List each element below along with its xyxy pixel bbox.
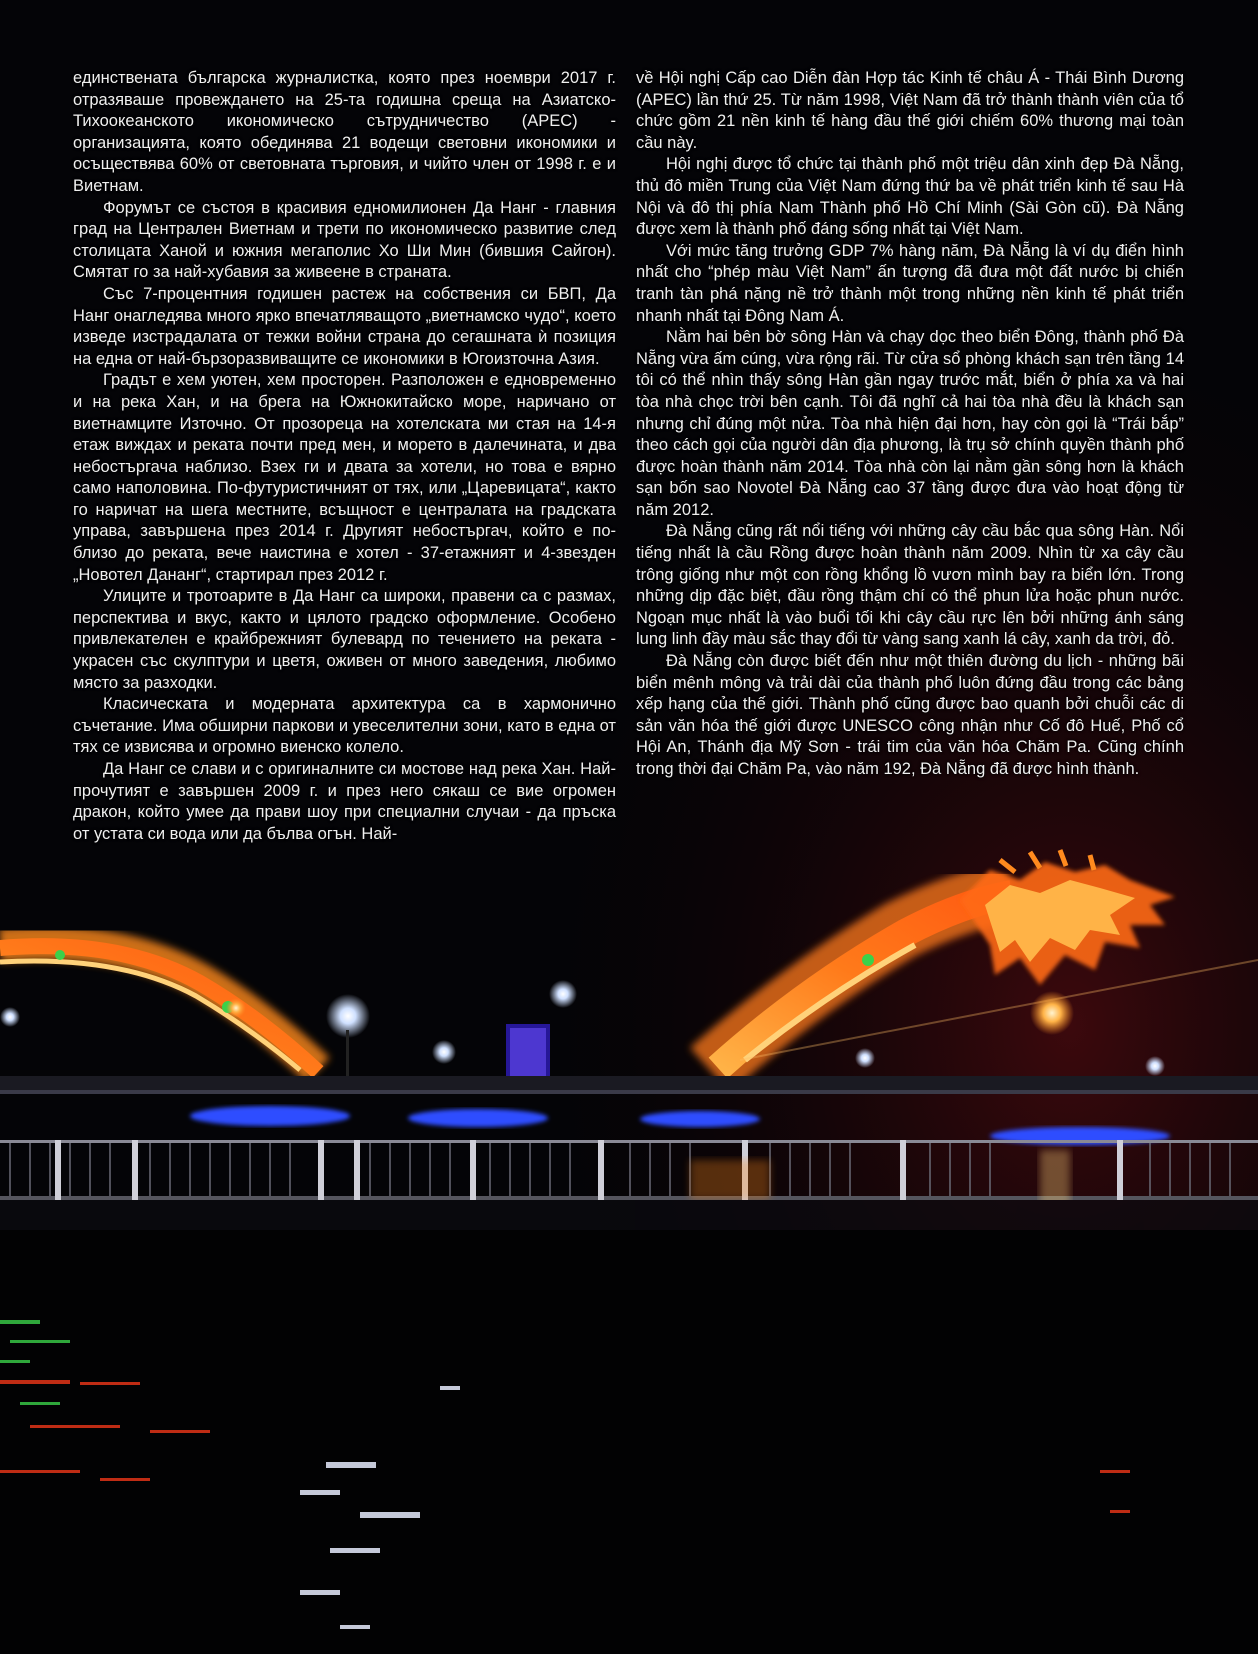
- river-water: [0, 1230, 1258, 1654]
- paragraph: Форумът се състоя в красивия едномилионен Да Нанг - главния град на Централен Виетнам и трети по икономическо развитие след столицата Ханой и южния мегаполис Хо Ши Мин (бившия Сайгон). Смятат го за най-хубавия за живеене в страната.: [73, 198, 616, 282]
- paragraph: Với mức tăng trưởng GDP 7% hàng năm, Đà Nẵng là ví dụ điển hình nhất cho “phép màu Việt Nam” ấn tượng đã đưa một đất nước bị chiến tranh tàn phá nặng nề trở thành một trong những nền kinh tế phát triển nhanh nhất tại Đông Nam Á.: [636, 241, 1184, 325]
- paragraph: Улиците и тротоарите в Да Нанг са широки, правени са с размах, перспектива и вкус, както и цялото градско оформление. Особено привлекателен е крайбрежният булевард по течението на реката - украсен със скулптури и цветя, оживен от много заведения, любимо място за разходки.: [73, 587, 616, 692]
- paragraph: Đà Nẵng còn được biết đến như một thiên đường du lịch - những bãi biển mênh mông và trải dài của thành phố luôn đứng đầu trong các bảng xếp hạng của thế giới. Thành phố cũng được bao quanh bởi chuỗi các di sản văn hóa thế giới được UNESCO công nhận như Cố đô Huế, Phố cổ Hội An, Thánh địa Mỹ Sơn - trái tim của văn hóa Chăm Pa. Cũng chính trong thời đại Chăm Pa, vào năm 192, Đà Nẵng đã được hình thành.: [636, 652, 1184, 778]
- paragraph: Класическата и модерната архитектура са в хармонично съчетание. Има обширни паркови и увеселителни зони, като в една от тях се извисява и огромно виенско колело.: [73, 695, 616, 757]
- paragraph: về Hội nghị Cấp cao Diễn đàn Hợp tác Kinh tế châu Á - Thái Bình Dương (APEC) lần thứ 25. Từ năm 1998, Việt Nam đã trở thành thành viên của tổ chức gồm 21 nền kinh tế hàng đầu thế giới chiếm 60% thương mại toàn cầu này.: [636, 69, 1184, 152]
- bridge-deck: [0, 1076, 1258, 1092]
- article-column-bulgarian: [73, 68, 616, 845]
- paragraph: Đà Nẵng cũng rất nổi tiếng với những cây cầu bắc qua sông Hàn. Nổi tiếng nhất là cầu Rồng được hoàn thành năm 2009. Nhìn từ xa cây cầu trông giống như một con rồng khổng lồ vươn mình bay ra biển lớn. Trong những dịp đặc biệt, đầu rồng thậm chí có thể phun lửa hoặc phun nước. Ngoạn mục nhất là vào buổi tối khi cây cầu rực lên bởi những ánh sáng lung linh đầy màu sắc thay đổi từ vàng sang xanh lá cây, xanh da trời, đỏ.: [636, 522, 1184, 649]
- lit-building: [506, 1024, 550, 1082]
- paragraph: Nằm hai bên bờ sông Hàn và chạy dọc theo biển Đông, thành phố Đà Nẵng vừa ấm cúng, vừa rộng rãi. Từ cửa sổ phòng khách sạn trên tầng 14 tôi có thể nhìn thấy sông Hàn gần ngay trước mắt, biển ở phía xa và hai tòa nhà chọc trời bên cạnh. Tôi đã nghĩ cả hai tòa nhà đều là khách sạn nhưng chỉ đúng một nửa. Tòa nhà hiện đại hơn, hay còn gọi là “Trái bắp” theo cách gọi của người dân địa phương, là trụ sở chính quyền thành phố được hoàn thành năm 2014. Tòa nhà còn lại nằm gần sông hơn là khách sạn bốn sao Novotel Đà Nẵng cao 37 tầng được đưa vào hoạt động từ năm 2012.: [636, 328, 1184, 519]
- paragraph: Градът е хем уютен, хем просторен. Разположен е едновременно и на река Хан, и на брега на Южнокитайско море, наричано от виетнамците Източно. От прозореца на хотелската ми стая на 14-я етаж виждах и реката почти пред мен, и морето в далечината, и два небостъргача наблизо. Взех ги и двата за хотели, но това е вярно само наполовина. По-футуристичният от тях, или „Царевицата“, както го наричат на шега местните, всъщност е централата на градската управа, завършена през 2014 г. Другият небостъргач, който е по-близо до реката, вече наистина е хотел - 37-етажният и 4-звезден „Новотел Дананг“, стартирал през 2012 г.: [73, 371, 616, 584]
- paragraph: единствената българска журналистка, която през ноември 2017 г. отразяваше провеждането на 25-та годишна среща на Азиатско-Тихоокеанското икономическо сътрудничество (АРЕС) - организацията, която обединява 21 водещи световни икономики и осъществява 60% от световната търговия, и чийто член от 1998 г. е и Виетнам.: [73, 69, 616, 195]
- article-column-vietnamese: [636, 68, 1184, 781]
- paragraph: Да Нанг се слави и с оригиналните си мостове над река Хан. Най-прочутият е завършен 2009 г. и през него сякаш се вие огромен дракон, който умее да прави шоу при специални случаи - да пръска от устата си вода или да бълва огън. Най-: [73, 760, 616, 843]
- paragraph: Със 7-процентния годишен растеж на собствения си БВП, Да Нанг онагледява много ярко впечатляващото „виетнамско чудо“, което изведе изстрадалата от тежки войни страна до сегашната ѝ позиция на една от най-бързоразвиващите се икономики в Югоизточна Азия.: [73, 284, 616, 368]
- paragraph: Hội nghị được tổ chức tại thành phố một triệu dân xinh đẹp Đà Nẵng, thủ đô miền Trung của Việt Nam đứng thứ ba về phát triển kinh tế sau Hà Nội và đô thị phía Nam Thành phố Hồ Chí Minh (Sài Gòn cũ). Đà Nẵng được xem là thành phố đáng sống nhất tại Việt Nam.: [636, 155, 1184, 239]
- bridge-deck-edge: [0, 1090, 1258, 1094]
